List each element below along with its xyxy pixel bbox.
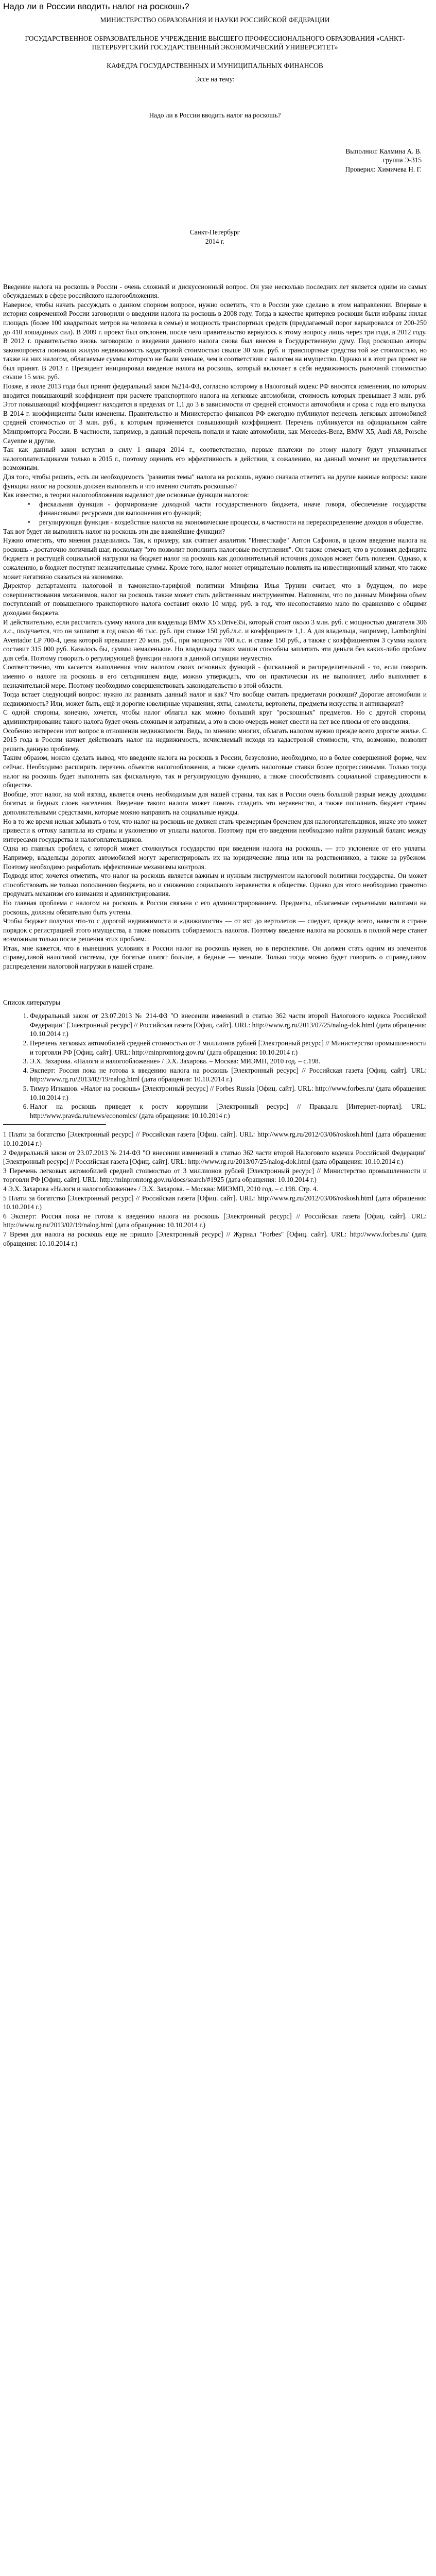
paragraph: Таким образом, можно сделать вывод, что введение налога на роскошь в России, безусловно, необходимо, но в более совершенной форме, чем сейчас. Необходимо расширить перечень объектов налогообложения, а также сделать налоговые ставки более прогрессивными. Только тогда налог на роскошь будет выполнять как фискальную, так и регулирующую функцию, а также способствовать социальной справедливости в обществе.: [3, 754, 427, 789]
footnote: 1 Плати за богатство [Электронный ресурс] // Российская газета [Офиц. сайт]. URL: http://www.rg.ru/2012/03/06/roskosh.html (дата обращения: 10.10.2014 г.): [3, 1130, 427, 1147]
author-group: группа Э-315: [382, 156, 422, 164]
university-name: ГОСУДАРСТВЕННОЕ ОБРАЗОВАТЕЛЬНОЕ УЧРЕЖДЕНИЕ ВЫСШЕГО ПРОФЕССИОНАЛЬНОГО ОБРАЗОВАНИЯ «САНКТ-ПЕТЕРБУРГСКИЙ ГОСУДАРСТВЕННЫЙ ЭКОНОМИЧЕСКИЙ УНИВЕРСИТЕТ»: [25, 34, 405, 52]
reference-item: 2. Перечень легковых автомобилей средней стоимостью от 3 миллионов рублей [Электронный ресурс] // Министерство промышленности и торговли РФ [Офиц. сайт]. URL: http://minpromtorg.gov.ru/ (дата обращения: 10.10.2014 г.): [30, 1039, 427, 1057]
author-checked: Проверил: Химичева Н. Г.: [345, 165, 422, 173]
paragraph: Но в то же время нельзя забывать о том, что налог на роскошь не должен стать чрезмерным бременем для налогоплательщиков, иначе это может привести к оттоку капитала из страны и уклонению от уплаты налогов. Поэтому при его введении необходимо найти разумный баланс между интересами государства и налогоплательщиков.: [3, 817, 427, 843]
paragraph: Позже, в июле 2013 года был принят федеральный закон №214-ФЗ, согласно которому в Налоговый кодекс РФ вносятся изменения, по которым вводится повышающий коэффициент при расчете транспортного налога на легковые автомобили, стоимость которых превышает 3 млн. руб. Этот повышающий коэффициент находится в пределах от 1,1 до 3 в зависимости от средней стоимости автомобиля и срока с года его выпуска. В 2014 г. коэффициенты были изменены. Правительство и Министерство финансов РФ ежегодно публикуют перечень легковых автомобилей средней стоимостью от 3 млн. руб., к которым применяется повышающий коэффициент. Перечень публикуется на официальном сайте Минпромторга России. В частности, например, в данный перечень попали и такие автомобили, как Mercedes-Benz, BMW X5, Audi A8, Porsche Cayenne и другие.: [3, 382, 427, 445]
footnote: 5 Плати за богатство [Электронный ресурс] // Российская газета [Офиц. сайт]. URL: http://www.rg.ru/2012/03/06/roskosh.html (дата обращения: 10.10.2014 г.): [3, 1194, 427, 1211]
footnote: 7 Время для налога на роскошь еще не пришло [Электронный ресурс] // Журнал "Forbes" [Офиц. сайт]. URL: http://www.forbes.ru/ (дата обращения: 10.10.2014 г.): [3, 1230, 427, 1247]
paragraph: Одна из главных проблем, с которой может столкнуться государство при введении налога на роскошь, — это уклонение от его уплаты. Например, владельцы дорогих автомобилей могут зарегистрировать их на юридические лица или на родственников, а также за рубежом. Поэтому необходимо разработать эффективные механизмы контроля.: [3, 844, 427, 871]
paragraph: Так вот будет ли выполнять налог на роскошь эти две важнейшие функции?: [3, 527, 225, 535]
author-performed: Выполнил: Калмина А. В.: [345, 147, 422, 155]
paragraph: С одной стороны, конечно, хочется, чтобы налог облагал как можно больший круг "роскошных" предметов. Но с другой стороны, администрирование такого налога будет очень сложным и затратным, а это в свою очередь может свести на нет все плюсы от его введения.: [3, 708, 427, 726]
list-item: • фискальная функция - формирование доходной части государственного бюджета, иначе говоря, обеспечение государства финансовыми ресурсами для выполнения его функций;: [39, 500, 427, 518]
reference-item: 6. Налог на роскошь приведет к росту коррупции [Электронный ресурс] // Правда.ru [Интернет-портал]. URL: http://www.pravda.ru/news/economics/ (дата обращения: 10.10.2014 г.): [30, 1102, 427, 1120]
paragraph: Чтобы бюджет получил что-то с дорогой недвижимости и «движимости» — от яхт до вертолетов — следует, прежде всего, навести в стране порядок с регистрацией этого имущества, а также повысить собираемость налогов. Поэтому введение налога на роскошь в полной мере станет возможным только после решения этих проблем.: [3, 917, 427, 943]
reference-item: 1. Федеральный закон от 23.07.2013 № 214-ФЗ "О внесении изменений в статью 362 части второй Налогового кодекса Российской Федерации" [Электронный ресурс] // Российская газета [Офиц. сайт]. URL: http://www.rg.ru/2013/07/25/nalog-dok.html (дата обращения: 10.10.2014 г.): [30, 1011, 427, 1039]
paragraph: Как известно, в теории налогообложения выделяют две основные функции налогов:: [3, 491, 249, 499]
paragraph: Подводя итог, хочется отметить, что налог на роскошь является важным и нужным инструментом налоговой политики государства. Он может способствовать не только пополнению бюджета, но и снижению социального неравенства в обществе. Однако для этого необходимо грамотно продумать механизм его взимания и администрирования.: [3, 872, 427, 898]
reference-item: 4. Эксперт: Россия пока не готова к введению налога на роскошь [Электронный ресурс] // Российская газета [Офиц. сайт]. URL: http://www.rg.ru/2013/02/19/nalog.html (дата обращения: 10.10.2014 г.): [30, 1066, 427, 1084]
essay-label: Эссе на тему:: [195, 75, 235, 83]
footnote: 4 Э.Х. Захарова «Налоги и налогообложение» / Э.Х. Захарова. – Москва: МИЭМП, 2010 год. – с.198. Стр. 4.: [3, 1184, 318, 1193]
reference-item: 5. Тимур Игнашов. «Налог на роскошь» [Электронный ресурс] // Forbes Russia [Офиц. сайт]. URL: http://www.forbes.ru/ (дата обращения: 10.10.2014 г.): [30, 1084, 427, 1102]
paragraph: Вообще, этот налог, на мой взгляд, является очень необходимым для нашей страны, так как в России очень большой разрыв между доходами богатых и бедных слоев населения. Введение такого налога может помочь сгладить это неравенство, а также пополнить бюджет страны дополнительными средствами, которые можно направить на социальные нужды.: [3, 790, 427, 816]
footnote: 6 Эксперт: Россия пока не готова к введению налога на роскошь [Электронный ресурс] // Российская газета [Офиц. сайт]. URL: http://www.rg.ru/2013/02/19/nalog.html (дата обращения: 10.10.2014 г.): [3, 1212, 427, 1229]
paragraph: Особенно интересен этот вопрос в отношении недвижимости. Ведь, по мнению многих, облагать налогом нужно прежде всего дорогое жилье. С 2015 года в России начнет действовать налог на недвижимость, исчисляемый исходя из кадастровой стоимости, что, возможно, позволит решить данную проблему.: [3, 726, 427, 753]
paragraph: Введение налога на роскошь в России - очень сложный и дискуссионный вопрос. Он уже несколько последних лет является одним из самых обсуждаемых в сфере российского налогообложения.: [3, 282, 427, 300]
paragraph: Так как данный закон вступил в силу 1 января 2014 г., соответственно, первые платежи по этому налогу будут уплачиваться налогоплательщиками только в 2015 г., поэтому оценить его эффективность в действии, к сожалению, на данный момент не представляется возможным.: [3, 446, 427, 472]
list-item: • регулирующая функция - воздействие налогов на экономические процессы, в частности на перераспределение доходов в обществе.: [39, 518, 427, 527]
footnotes: [3, 1130, 427, 1248]
document-page: [0, 0, 430, 1253]
references-list: [3, 1011, 427, 1120]
city: Санкт-Петербург: [189, 228, 240, 236]
paragraph: Итак, мне кажется, что в нынешних условиях в России налог на роскошь нужен, но в перспективе. Он должен стать одним из элементов справедливой налоговой системы, где богатые платят больше, а бедные — меньше. Только тогда можно будет говорить о справедливом распределении налоговой нагрузки в нашей стране.: [3, 944, 427, 971]
references-heading: Список литературы: [3, 998, 60, 1006]
paragraph: И действительно, если рассчитать сумму налога для владельца BMW X5 xDrive35i, который стоит около 3 млн. руб. с мощностью двигателя 306 л.с., получается, что он заплатит в год около 46 тыс. руб. при ставке 150 руб./л.с. и коэффициенте 1,1. А для владельца, например, Lamborghini Aventador LP 700-4, цена которой превышает 20 млн. руб., при мощности 700 л.с. и ставке 150 руб., а также с коэффициентом 3 сумма налога составит 315 000 руб. Казалось бы, суммы немаленькие. Но владельцы таких машин способны заплатить эти деньги без каких-либо проблем для себя. Поэтому говорить о регулирующей функции налога в данной ситуации неуместно.: [3, 618, 427, 662]
ministry-name: МИНИСТЕРСТВО ОБРАЗОВАНИЯ И НАУКИ РОССИЙСКОЙ ФЕДЕРАЦИИ: [100, 16, 330, 24]
footnote: 2 Федеральный закон от 23.07.2013 № 214-ФЗ "О внесении изменений в статью 362 части второй Налогового кодекса Российской Федерации" [Электронный ресурс] // Российская газета [Офиц. сайт]. URL: http://www.rg.ru/2013/07/25/nalog-dok.html (дата обращения: 10.10.2014 г.): [3, 1148, 427, 1166]
reference-item: 3. Э.Х. Захарова. «Налоги и налогообложение» / Э.Х. Захарова. – Москва: МИЭМП, 2010 год. – с.198.: [30, 1057, 427, 1066]
paragraph: Но главная проблема с налогом на роскошь в России связана с его администрированием. Предметы, облагаемые серьезными налогами на роскошь, должны обязательно быть учтены.: [3, 899, 427, 916]
footnote-divider: [3, 1124, 106, 1125]
department-name: КАФЕДРА ГОСУДАРСТВЕННЫХ И МУНИЦИПАЛЬНЫХ ФИНАНСОВ: [107, 61, 323, 70]
document-title: Надо ли в России вводить налог на роскошь?: [3, 2, 189, 11]
essay-topic: Надо ли в России вводить налог на роскошь?: [149, 111, 281, 119]
paragraph: Соответственно, что касается выполнения этим налогом своих основных функций - фискальной и распределительной - то, если говорить именно о налоге на роскошь в его сегодняшнем виде, можно утверждать, что он практически их не выполняет, либо выполняет в незначительной мере. Поэтому необходимо совершенствовать законодательство в этой области.: [3, 663, 427, 689]
paragraph: Директор департамента налоговой и таможенно-тарифной политики Минфина Илья Трунин считает, что в будущем, по мере совершенствования механизмов, налог на роскошь также может стать действенным инструментом. Напомним, что по данным Минфина объем поступлений от повышенного транспортного налога составит около 10 млрд. руб. в год, что несопоставимо мало по сравнению с общими доходами бюджета.: [3, 582, 427, 617]
paragraph: Нужно отметить, что мнения разделились. Так, к примеру, как считает аналитик "Инвесткафе" Антон Сафонов, в целом введение налога на роскошь - достаточно логичный шаг, поскольку "это позволит пополнить налоговые поступления". Он также отмечает, что в условиях дефицита бюджета и растущей социальной нагрузки на бюджет налог на роскошь как дополнительный источник доходов может быть полезен. Однако, к сожалению, в бюджет поступят незначительные суммы. Кроме того, налог может отрицательно повлиять на инвестиционный климат, что также может негативно сказаться на экономике.: [3, 536, 427, 581]
paragraph: Наверное, чтобы начать рассуждать о данном спорном вопросе, нужно осветить, что в России уже сделано в этом направлении. Впервые в истории современной России заговорили о введении налога на роскошь в 2008 году. Тогда в качестве критериев роскоши были избраны жилая площадь (более 100 квадратных метров на человека в семье) и мощность транспортных средств (предлагаемый порог варьировался от 200-250 до 410 лошадиных сил). В 2009 г. проект был отклонен, после чего правительство вернулось к этому вопросу лишь через три года, в 2012 году. В 2012 г. правительство вновь заговорило о введении данного налога снова был внесен в Государственную думу. Под роскошью авторы законопроекта понимали жилую недвижимость кадастровой стоимостью свыше 30 млн. руб. и транспортные средства той же стоимостью, но также на них налогом, облагаемые суммы которого не были меньше, чем в соответствии с налогом на имущество. Однако и в этот раз проект не был принят. В 2013 г. Президент инициировал введение налога на роскошь, который включает в себя недвижимость рыночной стоимостью свыше 15 млн. руб.: [3, 300, 427, 381]
paragraph: Для того, чтобы решить, есть ли необходимость "развития темы" налога на роскошь, нужно сначала ответить на другие важные вопросы: какие функции налог на роскошь должен выполнять и что именно считать роскошью?: [3, 473, 427, 490]
year: 2014 г.: [205, 237, 225, 245]
footnote: 3 Перечень легковых автомобилей средней стоимостью от 3 миллионов рублей [Электронный ресурс] // Министерство промышленности и торговли РФ [Офиц. сайт]. URL: http://minpromtorg.gov.ru/docs/search/#1925 (дата обращения: 10.10.2014 г.): [3, 1166, 427, 1184]
paragraph: Тогда встает следующий вопрос: нужно ли развивать данный налог и как? Что вообще считать предметами роскоши? Дорогие автомобили и недвижимость? Или, может быть, ещё и дорогие ювелирные украшения, яхты, самолеты, вертолеты, предметы искусства и антиквариат?: [3, 690, 427, 707]
function-list: [3, 500, 427, 527]
